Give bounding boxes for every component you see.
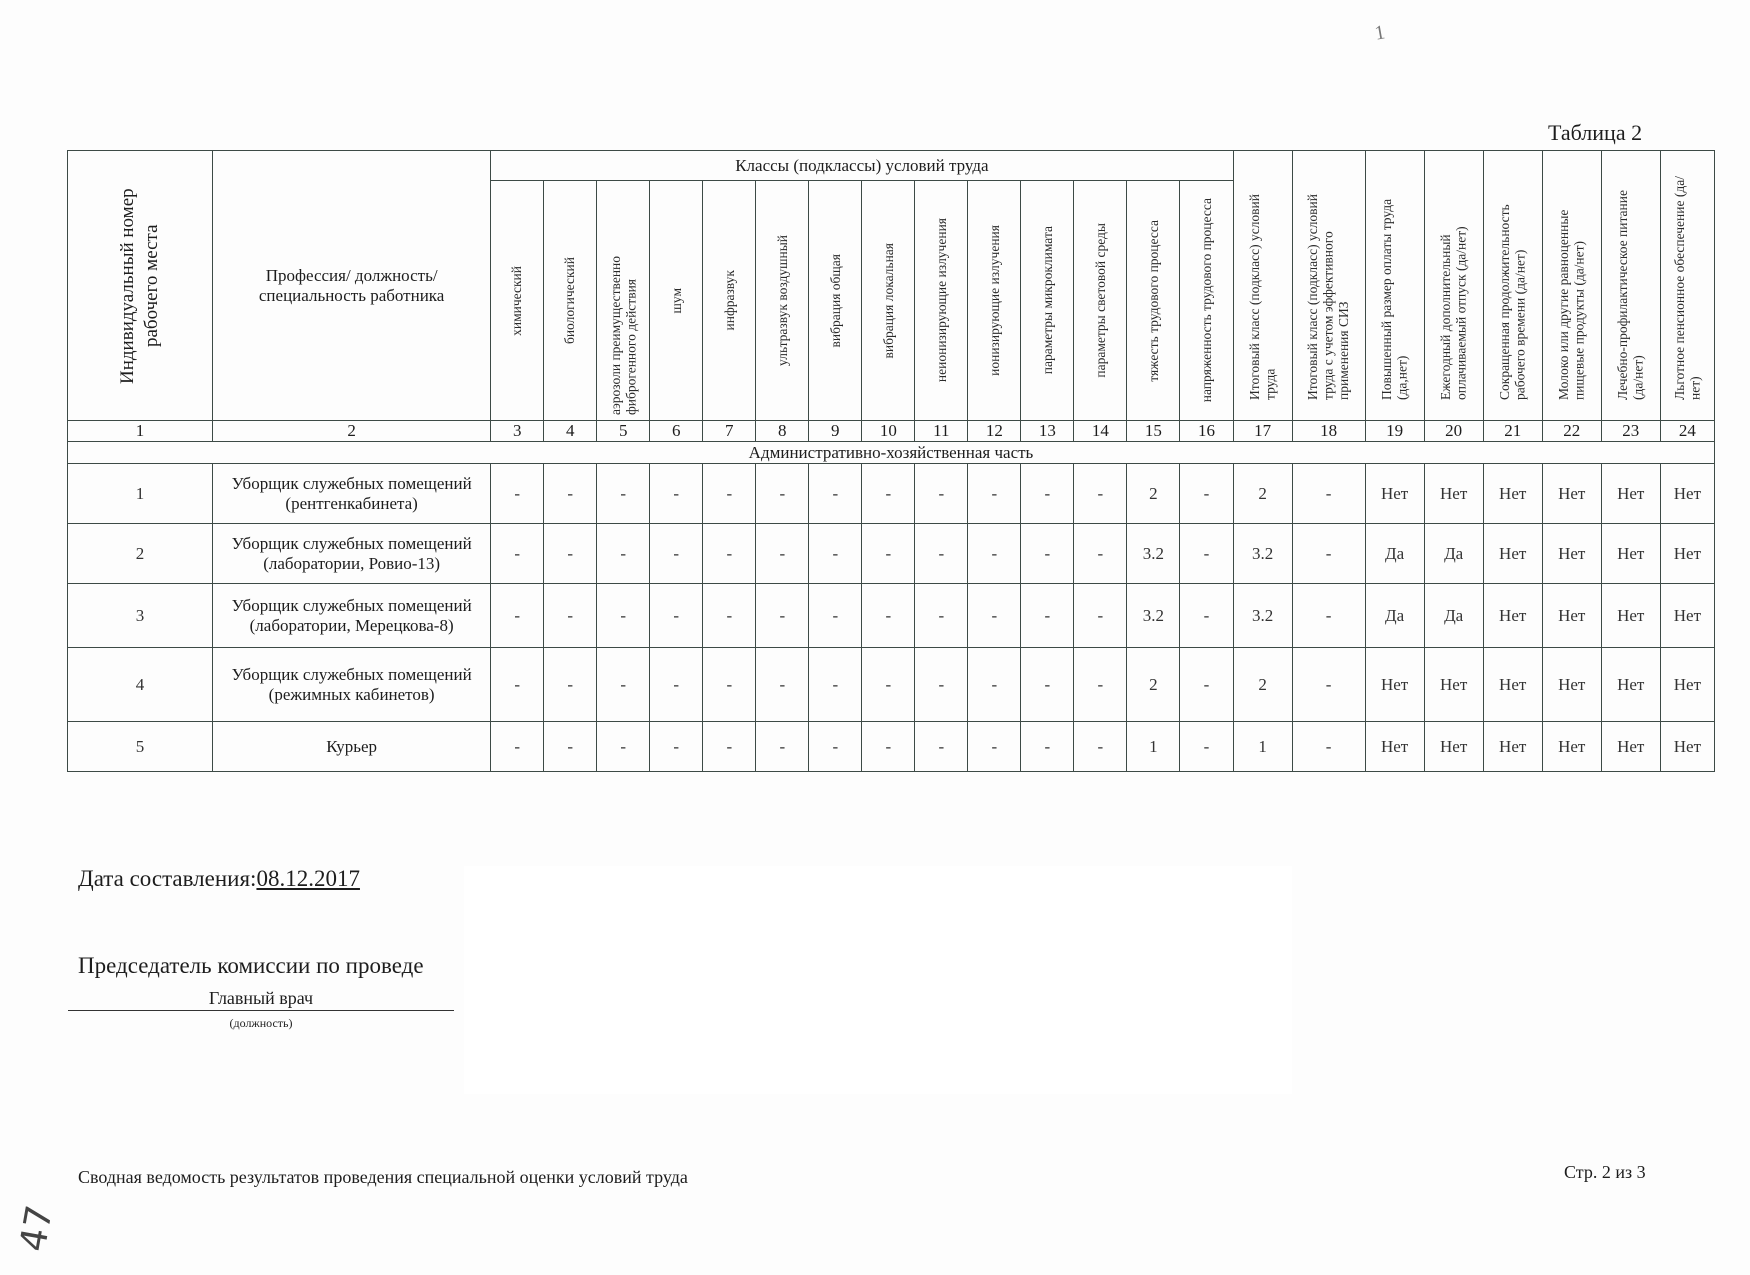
table-row [68, 648, 1715, 722]
factor-class-cell: - [1021, 524, 1074, 584]
final-class-cell: 3.2 [1233, 584, 1292, 648]
factor-class-cell: - [1074, 648, 1127, 722]
column-number: 24 [1660, 421, 1714, 442]
factor-class-cell: 3.2 [1127, 524, 1180, 584]
factor-class-cell: - [756, 722, 809, 772]
profession-cell: Уборщик служебных помещений (режимных кабинетов) [213, 648, 491, 722]
final-class-ppe-cell: - [1292, 722, 1365, 772]
column-number: 16 [1180, 421, 1233, 442]
header-factor-13: тяжесть трудового процесса [1127, 181, 1180, 421]
results-table [67, 150, 1715, 772]
factor-class-cell: - [968, 464, 1021, 524]
factor-class-cell: - [544, 722, 597, 772]
factor-class-cell: 1 [1127, 722, 1180, 772]
final-class-ppe-cell: - [1292, 648, 1365, 722]
final-class-cell: 3.2 [1233, 524, 1292, 584]
header-factor-4: шум [650, 181, 703, 421]
factor-class-cell: - [1074, 584, 1127, 648]
guarantee-cell: Нет [1660, 584, 1714, 648]
guarantee-cell: Нет [1660, 722, 1714, 772]
profession-cell: Уборщик служебных помещений (рентгенкабинета) [213, 464, 491, 524]
column-number: 6 [650, 421, 703, 442]
column-number: 9 [809, 421, 862, 442]
factor-class-cell: - [862, 524, 915, 584]
guarantee-cell: Да [1365, 524, 1424, 584]
header-guarantee-4: Молоко или другие равноценные пищевые продукты (да/нет) [1542, 151, 1601, 421]
section-title: Административно-хозяйственная часть [68, 442, 1715, 464]
column-number: 17 [1233, 421, 1292, 442]
factor-class-cell: 2 [1127, 648, 1180, 722]
factor-class-cell: - [491, 524, 544, 584]
final-class-ppe-cell: - [1292, 584, 1365, 648]
factor-class-cell: - [915, 648, 968, 722]
profession-cell: Курьер [213, 722, 491, 772]
column-number: 5 [597, 421, 650, 442]
column-number: 11 [915, 421, 968, 442]
table-row [68, 524, 1715, 584]
commission-chair-label: Председатель комиссии по проведе [78, 953, 424, 978]
column-number: 22 [1542, 421, 1601, 442]
column-number: 21 [1483, 421, 1542, 442]
factor-class-cell: - [756, 648, 809, 722]
factor-class-cell: - [544, 648, 597, 722]
header-factor-11: параметры микроклимата [1021, 181, 1074, 421]
footer-title: Сводная ведомость результатов проведения специальной оценки условий труда [78, 1167, 688, 1187]
workplace-number-cell: 5 [68, 722, 213, 772]
factor-class-cell: - [809, 524, 862, 584]
factor-class-cell: - [915, 524, 968, 584]
factor-class-cell: - [1074, 722, 1127, 772]
page-number: Стр. 2 из 3 [1564, 1162, 1646, 1182]
guarantee-cell: Нет [1601, 464, 1660, 524]
guarantee-cell: Нет [1483, 584, 1542, 648]
column-number: 7 [703, 421, 756, 442]
factor-class-cell: - [491, 464, 544, 524]
header-guarantee-1: Повышенный размер оплаты труда (да,нет) [1365, 151, 1424, 421]
header-factor-3: аэрозоли преимущественно фиброгенного действия [597, 181, 650, 421]
table-row [68, 722, 1715, 772]
header-final-class-ppe: Итоговый класс (подкласс) условий труда с учетом эффективного применения СИЗ [1292, 151, 1365, 421]
workplace-number-cell: 1 [68, 464, 213, 524]
factor-class-cell: - [544, 464, 597, 524]
column-number: 10 [862, 421, 915, 442]
profession-cell: Уборщик служебных помещений (лаборатории, Ровио-13) [213, 524, 491, 584]
guarantee-cell: Нет [1601, 524, 1660, 584]
final-class-cell: 1 [1233, 722, 1292, 772]
factor-class-cell: - [809, 464, 862, 524]
guarantee-cell: Нет [1660, 524, 1714, 584]
factor-class-cell: - [809, 648, 862, 722]
handwritten-page-number: 47 [12, 1202, 62, 1255]
factor-class-cell: 3.2 [1127, 584, 1180, 648]
table-caption: Таблица 2 [1548, 120, 1643, 145]
factor-class-cell: - [756, 524, 809, 584]
factor-class-cell: - [809, 584, 862, 648]
guarantee-cell: Нет [1483, 648, 1542, 722]
factor-class-cell: - [968, 648, 1021, 722]
header-factor-9: неионизирующие излучения [915, 181, 968, 421]
factor-class-cell: - [809, 722, 862, 772]
factor-class-cell: - [597, 722, 650, 772]
header-factor-2: биологический [544, 181, 597, 421]
header-final-class: Итоговый класс (подкласс) условий труда [1233, 151, 1292, 421]
factor-class-cell: 2 [1127, 464, 1180, 524]
redacted-area [464, 866, 1292, 1094]
column-number: 8 [756, 421, 809, 442]
factor-class-cell: - [703, 722, 756, 772]
factor-class-cell: - [915, 584, 968, 648]
header-factor-14: напряженность трудового процесса [1180, 181, 1233, 421]
guarantee-cell: Нет [1542, 648, 1601, 722]
factor-class-cell: - [650, 722, 703, 772]
factor-class-cell: - [703, 464, 756, 524]
guarantee-cell: Нет [1424, 648, 1483, 722]
column-number: 23 [1601, 421, 1660, 442]
guarantee-cell: Нет [1483, 524, 1542, 584]
factor-class-cell: - [1180, 524, 1233, 584]
date-label: Дата составления: [78, 866, 257, 891]
guarantee-cell: Нет [1542, 722, 1601, 772]
factor-class-cell: - [1074, 524, 1127, 584]
column-number: 3 [491, 421, 544, 442]
date-value: 08.12.2017 [256, 866, 360, 891]
column-number: 19 [1365, 421, 1424, 442]
factor-class-cell: - [703, 524, 756, 584]
header-guarantee-3: Сокращенная продолжительность рабочего времени (да/нет) [1483, 151, 1542, 421]
factor-class-cell: - [597, 584, 650, 648]
factor-class-cell: - [650, 524, 703, 584]
column-number: 14 [1074, 421, 1127, 442]
guarantee-cell: Нет [1424, 722, 1483, 772]
header-factor-10: ионизирующие излучения [968, 181, 1021, 421]
header-factor-12: параметры световой среды [1074, 181, 1127, 421]
factor-class-cell: - [597, 648, 650, 722]
factor-class-cell: - [968, 524, 1021, 584]
guarantee-cell: Нет [1601, 584, 1660, 648]
factor-class-cell: - [1180, 722, 1233, 772]
guarantee-cell: Нет [1660, 464, 1714, 524]
compilation-date [78, 866, 360, 892]
column-number: 15 [1127, 421, 1180, 442]
factor-class-cell: - [650, 464, 703, 524]
handwritten-mark: 1 [1373, 21, 1387, 45]
guarantee-cell: Нет [1424, 464, 1483, 524]
factor-class-cell: - [491, 648, 544, 722]
final-class-cell: 2 [1233, 648, 1292, 722]
factor-class-cell: - [491, 584, 544, 648]
header-guarantee-2: Ежегодный дополнительный оплачиваемый отпуск (да/нет) [1424, 151, 1483, 421]
guarantee-cell: Нет [1365, 722, 1424, 772]
header-factor-8: вибрация локальная [862, 181, 915, 421]
workplace-number-cell: 2 [68, 524, 213, 584]
header-guarantee-6: Льготное пенсионное обеспечение (да/нет) [1660, 151, 1714, 421]
factor-class-cell: - [756, 584, 809, 648]
header-guarantee-5: Лечебно-профилактическое питание (да/нет) [1601, 151, 1660, 421]
factor-class-cell: - [491, 722, 544, 772]
factor-class-cell: - [597, 464, 650, 524]
factor-class-cell: - [1180, 464, 1233, 524]
factor-class-cell: - [1021, 584, 1074, 648]
factor-class-cell: - [650, 584, 703, 648]
guarantee-cell: Да [1365, 584, 1424, 648]
factor-class-cell: - [544, 584, 597, 648]
header-factor-5: инфразвук [703, 181, 756, 421]
header-workplace-number: Индивидуальный номер рабочего места [68, 151, 213, 421]
guarantee-cell: Нет [1660, 648, 1714, 722]
factor-class-cell: - [968, 722, 1021, 772]
guarantee-cell: Нет [1601, 648, 1660, 722]
guarantee-cell: Да [1424, 524, 1483, 584]
factor-class-cell: - [703, 584, 756, 648]
factor-class-cell: - [968, 584, 1021, 648]
factor-class-cell: - [1074, 464, 1127, 524]
guarantee-cell: Нет [1601, 722, 1660, 772]
factor-class-cell: - [756, 464, 809, 524]
factor-class-cell: - [1021, 648, 1074, 722]
guarantee-cell: Нет [1483, 722, 1542, 772]
header-profession: Профессия/ должность/ специальность работника [213, 151, 491, 421]
workplace-number-cell: 4 [68, 648, 213, 722]
column-number: 18 [1292, 421, 1365, 442]
header-factor-7: вибрация общая [809, 181, 862, 421]
final-class-cell: 2 [1233, 464, 1292, 524]
factor-class-cell: - [1021, 722, 1074, 772]
header-classes-group: Классы (подклассы) условий труда [491, 151, 1233, 181]
header-factor-1: химический [491, 181, 544, 421]
guarantee-cell: Нет [1542, 584, 1601, 648]
factor-class-cell: - [915, 464, 968, 524]
factor-class-cell: - [1180, 584, 1233, 648]
factor-class-cell: - [544, 524, 597, 584]
factor-class-cell: - [1021, 464, 1074, 524]
header-factor-6: ультразвук воздушный [756, 181, 809, 421]
column-number: 12 [968, 421, 1021, 442]
factor-class-cell: - [650, 648, 703, 722]
guarantee-cell: Да [1424, 584, 1483, 648]
guarantee-cell: Нет [1542, 464, 1601, 524]
factor-class-cell: - [1180, 648, 1233, 722]
guarantee-cell: Нет [1365, 648, 1424, 722]
table-row [68, 584, 1715, 648]
factor-class-cell: - [862, 584, 915, 648]
position-caption: (должность) [229, 1016, 293, 1030]
column-number: 4 [544, 421, 597, 442]
column-number: 1 [68, 421, 213, 442]
column-number: 2 [213, 421, 491, 442]
guarantee-cell: Нет [1365, 464, 1424, 524]
profession-cell: Уборщик служебных помещений (лаборатории, Мерецкова-8) [213, 584, 491, 648]
column-number: 13 [1021, 421, 1074, 442]
final-class-ppe-cell: - [1292, 464, 1365, 524]
workplace-number-cell: 3 [68, 584, 213, 648]
chair-position: Главный врач [68, 988, 454, 1011]
factor-class-cell: - [703, 648, 756, 722]
factor-class-cell: - [597, 524, 650, 584]
factor-class-cell: - [862, 722, 915, 772]
guarantee-cell: Нет [1483, 464, 1542, 524]
factor-class-cell: - [915, 722, 968, 772]
factor-class-cell: - [862, 464, 915, 524]
final-class-ppe-cell: - [1292, 524, 1365, 584]
table-row [68, 464, 1715, 524]
column-number: 20 [1424, 421, 1483, 442]
factor-class-cell: - [862, 648, 915, 722]
guarantee-cell: Нет [1542, 524, 1601, 584]
